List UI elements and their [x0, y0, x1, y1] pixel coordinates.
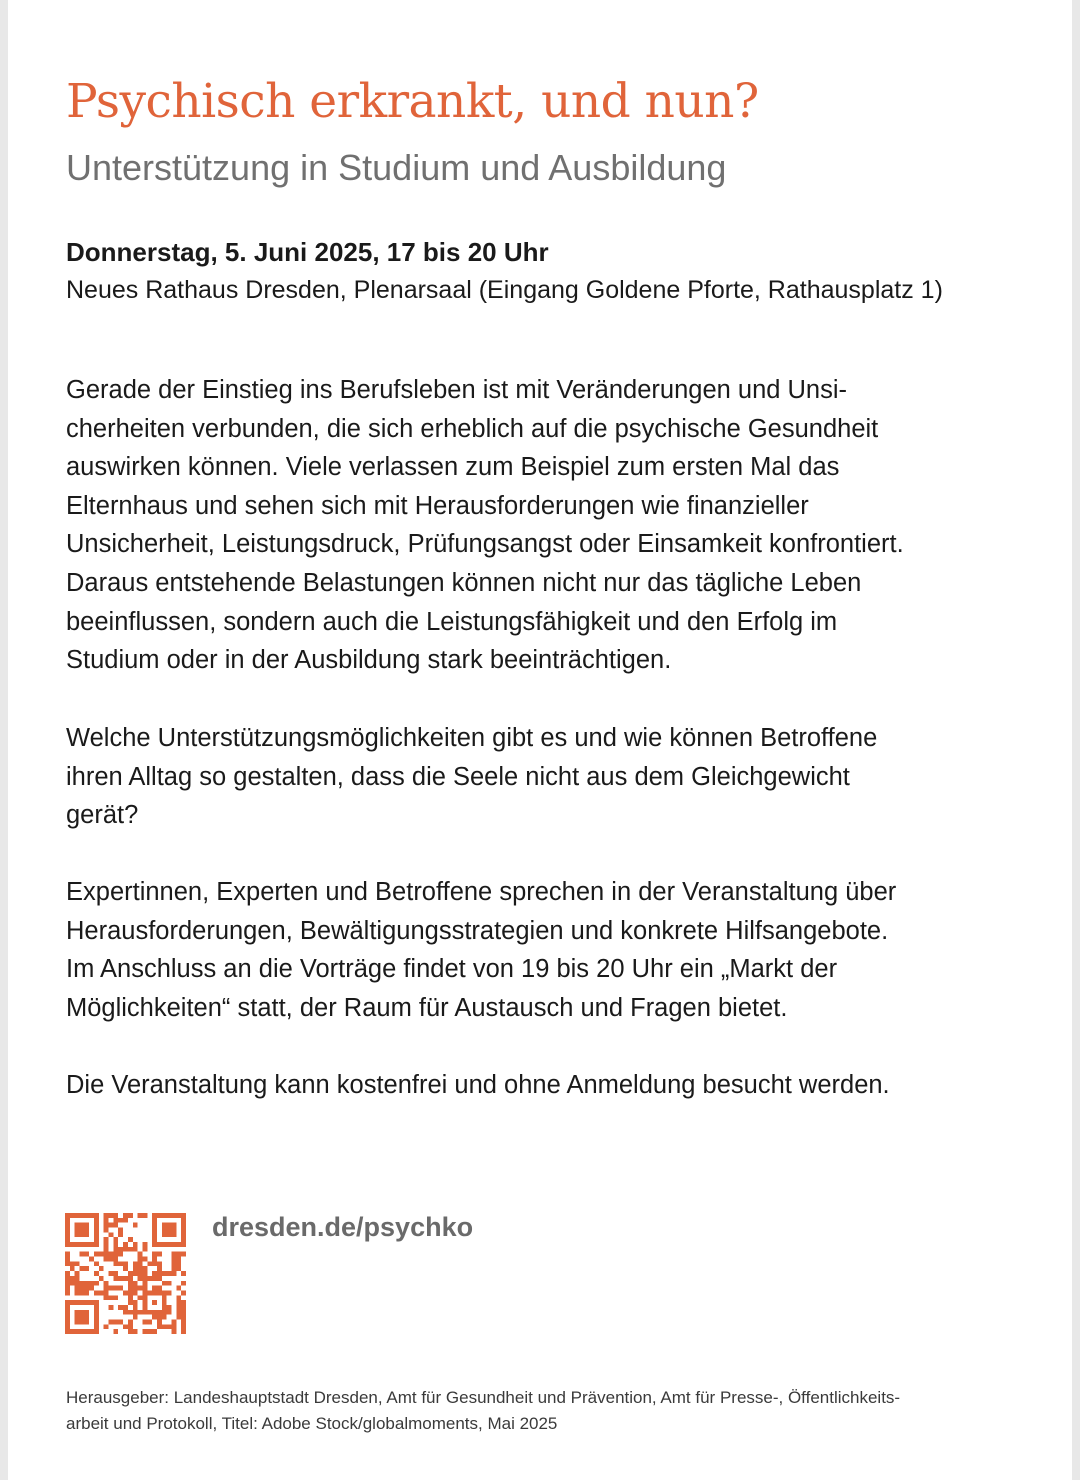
flyer-page: [8, 0, 1072, 1480]
paragraph-line: beeinflussen, sondern auch die Leistungsfähigkeit und den Erfolg im: [66, 607, 838, 636]
paragraph-line: ihren Alltag so gestalten, dass die Seele nicht aus dem Gleichgewicht: [66, 762, 850, 791]
paragraph-line: Elternhaus und sehen sich mit Herausforderungen wie finanzieller: [66, 491, 809, 520]
paragraph-line: cherheiten verbunden, die sich erheblich auf die psychische Gesundheit: [66, 414, 879, 443]
page-title: Psychisch erkrankt, und nun?: [66, 74, 759, 129]
paragraph-line: Im Anschluss an die Vorträge findet von 19 bis 20 Uhr ein „Markt der: [66, 955, 838, 984]
paragraph-line: auswirken können. Viele verlassen zum Beispiel zum ersten Mal das: [66, 453, 840, 482]
paragraph-line: Die Veranstaltung kann kostenfrei und ohne Anmeldung besucht werden.: [66, 1071, 890, 1099]
imprint-line: Herausgeber: Landeshauptstadt Dresden, Amt für Gesundheit und Prävention, Amt für Presse-, Öffentlichkeits-: [66, 1388, 901, 1407]
paragraph-line: Herausforderungen, Bewältigungsstrategien und konkrete Hilfsangebote.: [66, 916, 889, 945]
paragraph-line: gerät?: [66, 801, 139, 830]
website-link[interactable]: dresden.de/psychko: [212, 1212, 474, 1242]
paragraph-line: Unsicherheit, Leistungsdruck, Prüfungsangst oder Einsamkeit konfrontiert.: [66, 530, 904, 559]
qr-code-icon[interactable]: [65, 1213, 186, 1334]
imprint-line: arbeit und Protokoll, Titel: Adobe Stock/globalmoments, Mai 2025: [66, 1414, 558, 1433]
paragraph-line: Welche Unterstützungsmöglichkeiten gibt es und wie können Betroffene: [66, 724, 878, 752]
body-paragraph-2: [66, 719, 1031, 835]
paragraph-line: Möglichkeiten“ statt, der Raum für Austausch und Fragen bietet.: [66, 993, 788, 1022]
page-subtitle: Unterstützung in Studium und Ausbildung: [66, 147, 727, 188]
body-paragraph-3: [66, 873, 1031, 1027]
paragraph-line: Gerade der Einstieg ins Berufsleben ist mit Veränderungen und Unsi-: [66, 376, 848, 404]
paragraph-line: Daraus entstehende Belastungen können nicht nur das tägliche Leben: [66, 568, 862, 597]
imprint-text: [66, 1385, 1046, 1437]
body-paragraph-4: [66, 1066, 1031, 1105]
paragraph-line: Expertinnen, Experten und Betroffene sprechen in der Veranstaltung über: [66, 878, 897, 906]
event-date-time: Donnerstag, 5. Juni 2025, 17 bis 20 Uhr: [66, 237, 549, 267]
paragraph-line: Studium oder in der Ausbildung stark beeinträchtigen.: [66, 646, 672, 675]
body-paragraph-1: [66, 371, 1031, 680]
event-location: Neues Rathaus Dresden, Plenarsaal (Eingang Goldene Pforte, Rathausplatz 1): [66, 276, 943, 304]
